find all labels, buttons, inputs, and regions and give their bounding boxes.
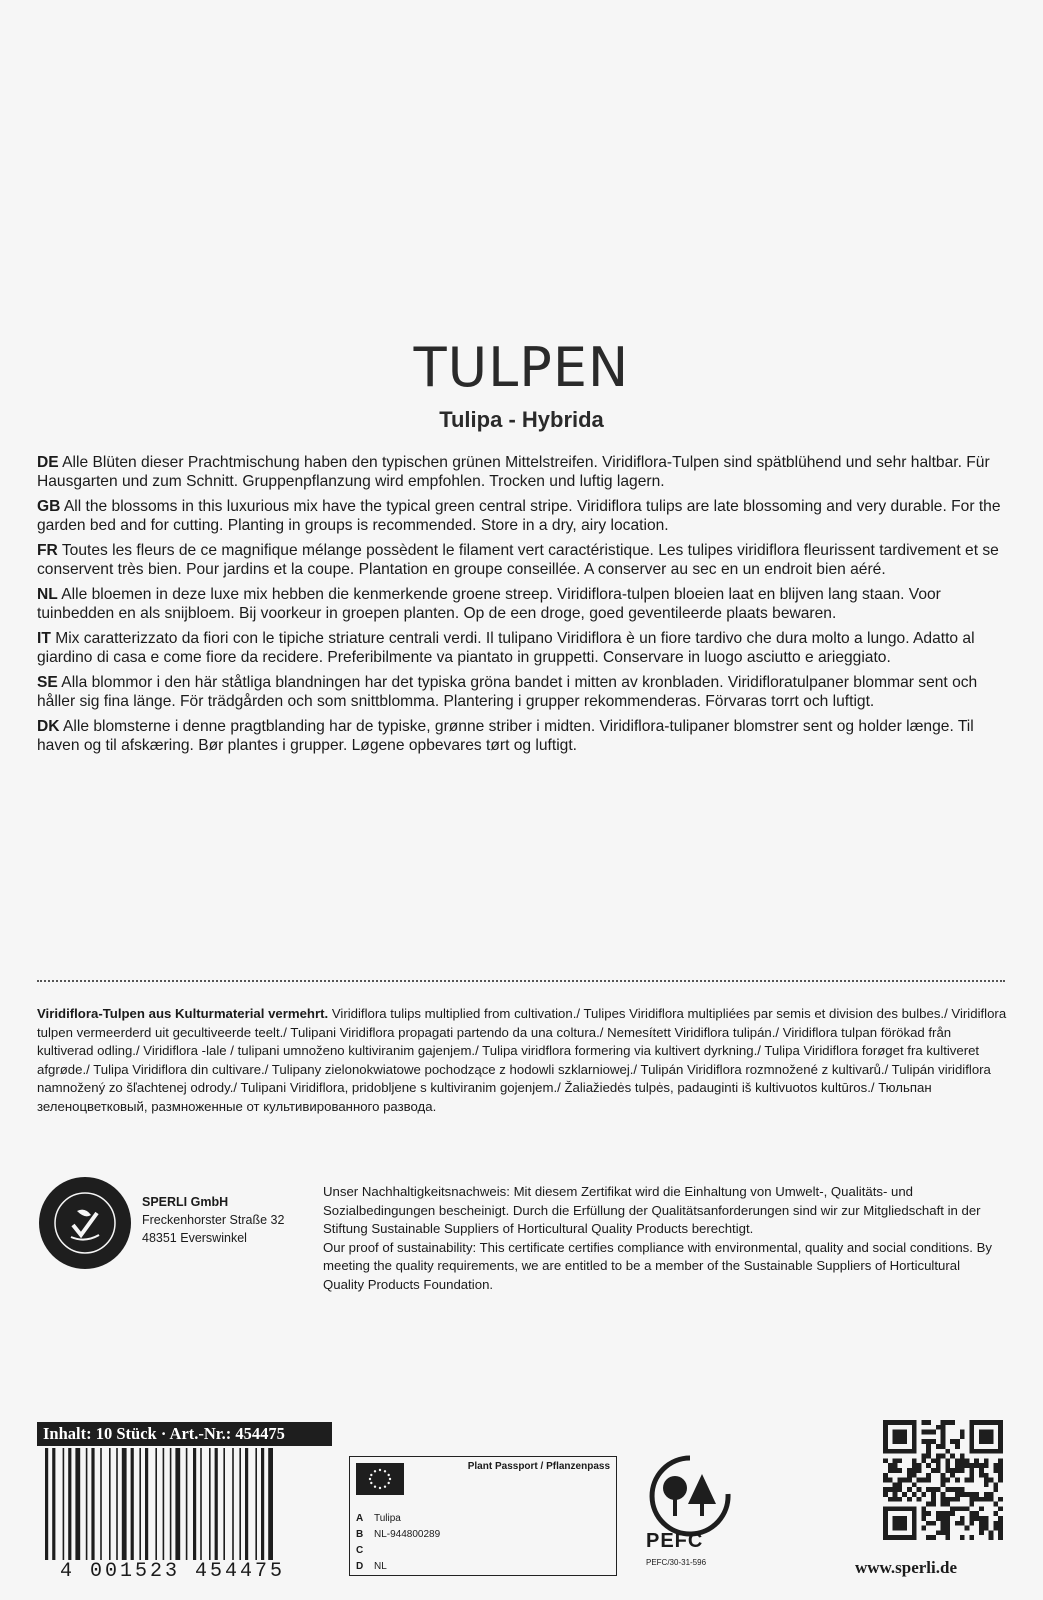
passport-key: B — [356, 1529, 364, 1540]
passport-row-a — [356, 1513, 401, 1524]
description-de — [37, 453, 1007, 491]
description-text: Alle Blüten dieser Prachtmischung haben den typischen grünen Mittelstreifen. Viridiflora-Tulpen sind spätblühend und sehr haltbar. Für Hausgarten und zum Schnitt. Gruppenpflanzung wird empfohlen. Trocken und luftig lagern. — [37, 454, 990, 490]
origin-note — [37, 1005, 1007, 1116]
description-text: All the blossoms in this luxurious mix have the typical green central stripe. Viridiflora tulips are late blossoming and very durable. For the garden bed and for cutting. Planting in groups is recommended. Store in a dry, airy location. — [37, 498, 1001, 534]
company-city: 48351 Everswinkel — [142, 1231, 247, 1245]
lang-code: NL — [37, 586, 58, 603]
sustainability-en: Our proof of sustainability: This certificate certifies compliance with environmental, quality and social conditions. By meeting the quality requirements, we are entitled to be a member of the Sustainable Suppliers of Horticultural Quality Products Foundation. — [323, 1239, 992, 1292]
company-name: SPERLI GmbH — [142, 1195, 229, 1209]
ean-barcode — [37, 1448, 332, 1578]
ean-digits: 4 001523 454475 — [60, 1560, 286, 1583]
description-text: Mix caratterizzato da fiori con le tipiche striature centrali verdi. Il tulipano Viridiflora è un fiore tardivo che dura molto a lungo. Adatto al giardino di casa e come fiore da recidere. Preferibilmente va piantato in gruppetti. Conservare in luogo asciutto e arieggiato. — [37, 630, 975, 666]
lang-code: FR — [37, 542, 58, 559]
company-address — [142, 1193, 284, 1247]
pefc-label: PEFC — [646, 1530, 704, 1552]
plant-passport — [349, 1456, 617, 1576]
lang-code: SE — [37, 674, 58, 691]
description-gb — [37, 497, 1007, 535]
origin-lead: Viridiflora-Tulpen aus Kulturmaterial vermehrt. — [37, 1006, 329, 1021]
lang-code: DE — [37, 454, 59, 471]
description-text: Alle bloemen in deze luxe mix hebben die kenmerkende groene streep. Viridiflora-tulpen bloeien laat en blijven lang staan. Voor tuinbedden en als snijbloem. Bij voorkeur in groepen planten. Op de een droge, goed geventileerde plaats bewaren. — [37, 586, 941, 622]
passport-title: Plant Passport / Pflanzenpass — [467, 1461, 610, 1472]
eu-flag-icon — [356, 1463, 404, 1495]
product-title: TULPEN — [413, 336, 630, 399]
dotted-divider — [37, 980, 1005, 982]
description-block — [37, 453, 1007, 761]
pefc-code: PEFC/30-31-596 — [646, 1558, 707, 1567]
lang-code: IT — [37, 630, 51, 647]
lang-code: DK — [37, 718, 60, 735]
passport-row-c — [356, 1545, 374, 1556]
qr-code — [883, 1420, 1003, 1540]
description-it — [37, 629, 1007, 667]
passport-key: D — [356, 1561, 364, 1572]
passport-value: NL — [374, 1561, 387, 1572]
sustainability-statement — [323, 1183, 1003, 1294]
description-text: Alle blomsterne i denne pragtblanding har de typiske, grønne striber i midten. Viridiflora-tulipaner blomstrer sent og holder længe. Til haven og til afskæring. Bør plantes i grupper. Løgene opbevares tørt og luftigt. — [37, 718, 974, 754]
description-fr — [37, 541, 1007, 579]
content-article-label: Inhalt: 10 Stück · Art.-Nr.: 454475 — [37, 1422, 332, 1446]
description-dk — [37, 717, 1007, 755]
description-nl — [37, 585, 1007, 623]
company-street: Freckenhorster Straße 32 — [142, 1213, 285, 1227]
website-url[interactable]: www.sperli.de — [855, 1558, 957, 1577]
passport-value: Tulipa — [374, 1513, 401, 1524]
passport-key: A — [356, 1513, 364, 1524]
product-subtitle: Tulipa - Hybrida — [439, 407, 604, 432]
description-text: Toutes les fleurs de ce magnifique mélange possèdent le filament vert caractéristique. Les tulipes viridiflora fleurissent tardivement et se conservent très bien. Pour jardins et la coupe. Plantation en groupe conseillée. A conserver au sec en un endroit bien aéré. — [37, 542, 999, 578]
description-text: Alla blommor i den här ståtliga blandningen har det typiska gröna bandet i mitten av kronbladen. Viridifloratulpaner blommar sent och håller sig fina länge. För trädgården och som snittblomma. Plantering i grupper rekommenderas. Förvaras torrt och luftigt. — [37, 674, 978, 710]
description-se — [37, 673, 1007, 711]
origin-text: Viridiflora tulips multiplied from cultivation./ Tulipes Viridiflora multipliées par semis et division des bulbes./ Viridiflora tulpen vermeerderd uit gecultiveerde teelt./ Tulipani Viridiflora propagati partendo da una coltura./ Nemesített Viridiflora tulipán./ Viridiflora tulpan förökad från kultiverad odling./ Viridiflora -lale / tulipani umnoženo kultiviranim gajenjem./ Tulipa viridflora formering via kultivert dyrkning./ Tulipa Viridiflora forøget fra kultiveret afgrøde./ Tulipa Viridiflora din cultivare./ Tulipany zielonokwiatowe pochodzące z hodowli szklarniowej./ Tulipán Viridiflora rozmnožené z kultivarů./ Tulipán viridiflora namnožený zo šľachtenej odrody./ Tulipani Viridiflora, pridobljene s kultiviranim gojenjem./ Žaliažiedės tulpės, padauginti iš kultivuotos kultūros./ Тюльпан зеленоцветковый, размноженные от культивированного развода. — [37, 1006, 1007, 1114]
sustainability-de: Unser Nachhaltigkeitsnachweis: Mit diesem Zertifikat wird die Einhaltung von Umwelt-, Qualitäts- und Sozialbedingungen bescheinigt. Durch die Erfüllung der Qualitätsanforderungen sind wir zur Mitgliedschaft in der Stiftung Sustainable Suppliers of Horticultural Quality Products berechtigt. — [323, 1184, 981, 1236]
passport-row-d — [356, 1561, 387, 1572]
passport-value: NL-944800289 — [374, 1529, 441, 1540]
lang-code: GB — [37, 498, 61, 515]
passport-key: C — [356, 1545, 364, 1556]
sustainable-supplier-seal-icon — [37, 1175, 133, 1271]
passport-row-b — [356, 1529, 440, 1540]
